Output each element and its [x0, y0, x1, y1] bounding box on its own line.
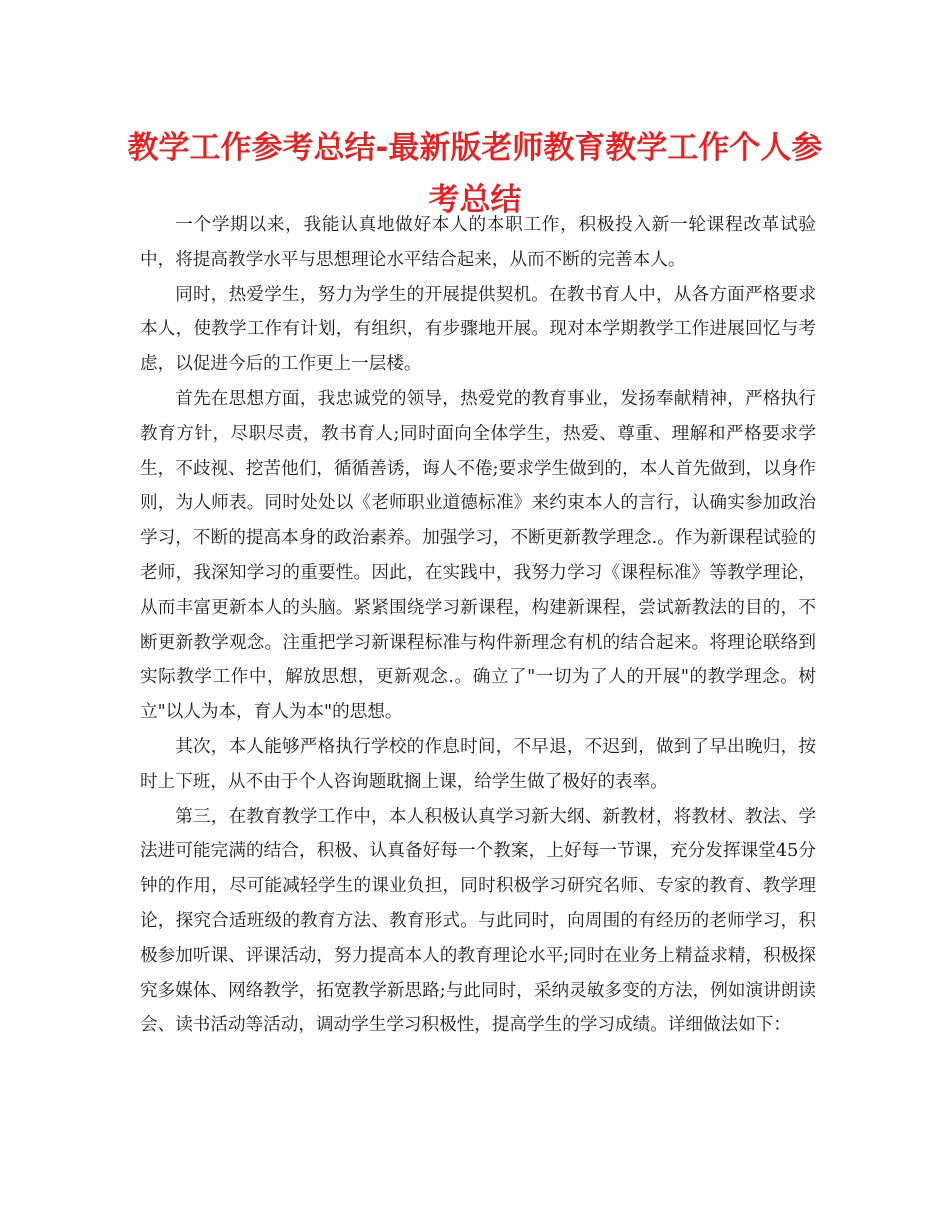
- paragraph: 其次，本人能够严格执行学校的作息时间，不早退，不迟到，做到了早出晚归，按时上下班，从不由于个人咨询题耽搁上课，给学生做了极好的表率。: [140, 736, 816, 792]
- paragraph: 一个学期以来，我能认真地做好本人的本职工作，积极投入新一轮课程改革试验中，将提高教学水平与思想理论水平结合起来，从而不断的完善本人。: [140, 215, 816, 270]
- paragraph: 首先在思想方面，我忠诚党的领导，热爱党的教育事业，发扬奉献精神，严格执行教育方针，尽职尽责，教书育人;同时面向全体学生，热爱、尊重、理解和严格要求学生，不歧视、挖苦他们，循循善诱，诲人不倦;要求学生做到的，本人首先做到，以身作则，为人师表。同时处处以《老师职业道德标准》来约束本人的言行，认确实参加政治学习，不断的提高本身的政治素养。加强学习，不断更新教学理念.。作为新课程试验的老师，我深知学习的重要性。因此，在实践中，我努力学习《课程标准》等教学理论，从而丰富更新本人的头脑。紧紧围绕学习新课程，构建新课程，尝试新教法的目的，不断更新教学观念。注重把学习新课程标准与构件新理念有机的结合起来。将理论联络到实际教学工作中，解放思想，更新观念.。确立了"一切为了人的开展"的教学理念。树立"以人为本，育人为本"的思想。: [140, 388, 817, 723]
- paragraph: 第三，在教育教学工作中，本人积极认真学习新大纲、新教材，将教材、教法、学法进可能完满的结合，积极、认真备好每一个教案，上好每一节课，充分发挥课堂45分钟的作用，尽可能减轻学生的课业负担，同时积极学习研究名师、专家的教育、教学理论，探究合适班级的教育方法、教育形式。与此同时，向周围的有经历的老师学习，积极参加听课、评课活动，努力提高本人的教育理论水平;同时在业务上精益求精，积极探究多媒体、网络教学，拓宽教学新思路;与此同时，采纳灵敏多变的方法，例如演讲朗读会、读书活动等活动，调动学生学习积极性，提高学生的学习成绩。详细做法如下：: [140, 806, 816, 1036]
- document-body: [140, 208, 816, 1043]
- paragraph: 同时，热爱学生，努力为学生的开展提供契机。在教书育人中，从各方面严格要求本人，使教学工作有计划，有组织，有步骤地开展。现对本学期教学工作进展回忆与考虑，以促进今后的工作更上一层楼。: [140, 284, 816, 375]
- document-title: 教学工作参考总结-最新版老师教育教学工作个人参考总结: [127, 130, 823, 218]
